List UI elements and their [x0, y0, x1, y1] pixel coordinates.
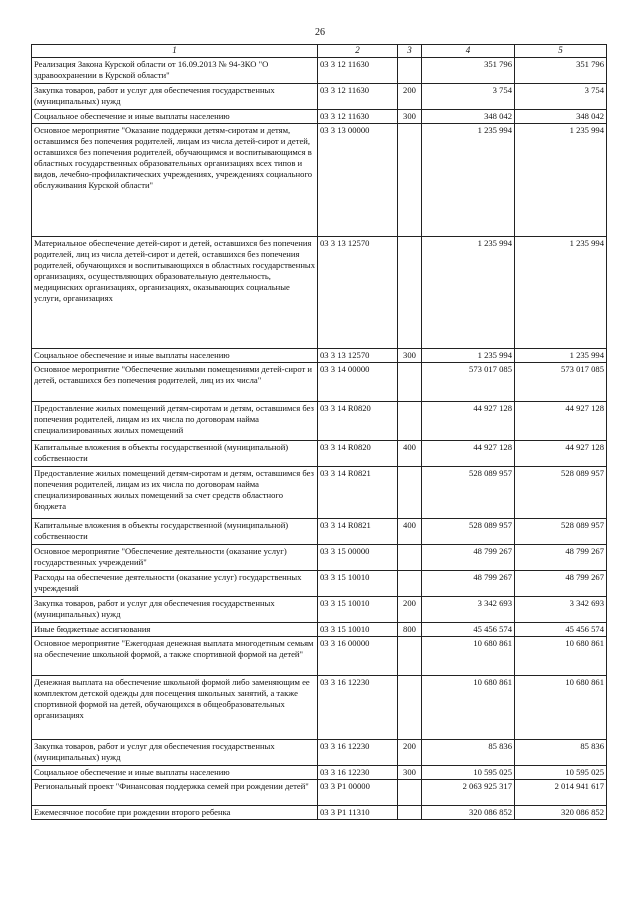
row-amount-2-cell: 3 754	[515, 83, 607, 109]
row-amount-2-cell: 573 017 085	[515, 362, 607, 401]
row-expense-type-cell: 400	[398, 440, 422, 466]
row-name-cell: Закупка товаров, работ и услуг для обеспечения государственных (муниципальных) нужд	[32, 83, 318, 109]
table-row	[32, 518, 607, 544]
table-row	[32, 765, 607, 779]
row-name-cell: Предоставление жилых помещений детям-сиротам и детям, оставшимся без попечения родителей, лицам из их числа по договорам найма специализированных жилых помещений	[32, 401, 318, 440]
row-name-cell: Региональный проект "Финансовая поддержка семей при рождении детей"	[32, 779, 318, 805]
table-header-row	[32, 45, 607, 58]
row-amount-2-cell: 1 235 994	[515, 236, 607, 348]
row-code-cell: 03 3 14 R0820	[318, 401, 398, 440]
row-code-cell: 03 3 13 00000	[318, 123, 398, 236]
row-name-cell: Ежемесячное пособие при рождении второго ребенка	[32, 805, 318, 819]
row-expense-type-cell	[398, 570, 422, 596]
row-amount-2-cell: 10 595 025	[515, 765, 607, 779]
row-code-cell: 03 3 15 10010	[318, 570, 398, 596]
row-name-cell: Основное мероприятие "Ежегодная денежная выплата многодетным семьям на обеспечение школьной формой, а также спортивной формой на детей"	[32, 636, 318, 675]
row-code-cell: 03 3 14 R0821	[318, 518, 398, 544]
table-row	[32, 805, 607, 819]
row-amount-2-cell: 85 836	[515, 739, 607, 765]
row-amount-2-cell: 10 680 861	[515, 675, 607, 739]
row-code-cell: 03 3 12 11630	[318, 109, 398, 123]
row-amount-2-cell: 1 235 994	[515, 348, 607, 362]
table-row	[32, 779, 607, 805]
row-name-cell: Закупка товаров, работ и услуг для обеспечения государственных (муниципальных) нужд	[32, 596, 318, 622]
row-code-cell: 03 3 15 10010	[318, 596, 398, 622]
page-number: 26	[315, 27, 325, 38]
row-amount-2-cell: 1 235 994	[515, 123, 607, 236]
table-row	[32, 570, 607, 596]
row-amount-1-cell: 44 927 128	[422, 440, 515, 466]
row-amount-1-cell: 10 595 025	[422, 765, 515, 779]
row-amount-1-cell: 44 927 128	[422, 401, 515, 440]
row-name-cell: Капитальные вложения в объекты государственной (муниципальной) собственности	[32, 518, 318, 544]
row-amount-2-cell: 528 089 957	[515, 518, 607, 544]
row-amount-1-cell: 1 235 994	[422, 123, 515, 236]
row-amount-1-cell: 45 456 574	[422, 622, 515, 636]
row-amount-2-cell: 351 796	[515, 57, 607, 83]
row-code-cell: 03 3 16 00000	[318, 636, 398, 675]
row-name-cell: Денежная выплата на обеспечение школьной формой либо заменяющим ее комплектом детской одежды для посещения школьных занятий, а также спортивной формой на детей, обучающихся в общеобразовательных организациях	[32, 675, 318, 739]
table-row	[32, 622, 607, 636]
row-expense-type-cell: 300	[398, 109, 422, 123]
row-name-cell: Социальное обеспечение и иные выплаты населению	[32, 109, 318, 123]
row-expense-type-cell: 200	[398, 83, 422, 109]
row-amount-2-cell: 44 927 128	[515, 440, 607, 466]
row-name-cell: Иные бюджетные ассигнования	[32, 622, 318, 636]
table-row	[32, 440, 607, 466]
row-expense-type-cell: 200	[398, 739, 422, 765]
table-row	[32, 348, 607, 362]
table-row	[32, 544, 607, 570]
row-code-cell: 03 3 15 00000	[318, 544, 398, 570]
table-row	[32, 123, 607, 236]
row-amount-1-cell: 348 042	[422, 109, 515, 123]
table-row	[32, 236, 607, 348]
row-amount-2-cell: 348 042	[515, 109, 607, 123]
row-expense-type-cell	[398, 636, 422, 675]
row-name-cell: Закупка товаров, работ и услуг для обеспечения государственных (муниципальных) нужд	[32, 739, 318, 765]
row-amount-2-cell: 3 342 693	[515, 596, 607, 622]
row-amount-1-cell: 320 086 852	[422, 805, 515, 819]
row-expense-type-cell: 300	[398, 348, 422, 362]
row-amount-1-cell: 573 017 085	[422, 362, 515, 401]
row-code-cell: 03 3 13 12570	[318, 236, 398, 348]
row-name-cell: Социальное обеспечение и иные выплаты населению	[32, 765, 318, 779]
table-row	[32, 675, 607, 739]
table-row	[32, 466, 607, 518]
row-name-cell: Социальное обеспечение и иные выплаты населению	[32, 348, 318, 362]
row-code-cell: 03 3 14 R0820	[318, 440, 398, 466]
row-expense-type-cell	[398, 466, 422, 518]
budget-table	[31, 44, 607, 820]
row-amount-1-cell: 48 799 267	[422, 570, 515, 596]
row-expense-type-cell	[398, 805, 422, 819]
row-expense-type-cell	[398, 236, 422, 348]
row-name-cell: Расходы на обеспечение деятельности (оказание услуг) государственных учреждений	[32, 570, 318, 596]
row-amount-2-cell: 320 086 852	[515, 805, 607, 819]
row-expense-type-cell	[398, 57, 422, 83]
row-code-cell: 03 3 16 12230	[318, 765, 398, 779]
header-cell-name: 1	[32, 45, 318, 58]
row-expense-type-cell	[398, 675, 422, 739]
table-row	[32, 739, 607, 765]
table-row	[32, 401, 607, 440]
row-name-cell: Капитальные вложения в объекты государственной (муниципальной) собственности	[32, 440, 318, 466]
row-amount-2-cell: 10 680 861	[515, 636, 607, 675]
row-amount-1-cell: 2 063 925 317	[422, 779, 515, 805]
row-expense-type-cell	[398, 401, 422, 440]
row-amount-1-cell: 528 089 957	[422, 466, 515, 518]
row-amount-2-cell: 48 799 267	[515, 570, 607, 596]
row-expense-type-cell	[398, 779, 422, 805]
row-name-cell: Предоставление жилых помещений детям-сиротам и детям, оставшимся без попечения родителей, лицам из их числа по договорам найма специализированных жилых помещений за счет средств областного бюджета	[32, 466, 318, 518]
row-expense-type-cell: 200	[398, 596, 422, 622]
row-amount-1-cell: 3 342 693	[422, 596, 515, 622]
row-name-cell: Основное мероприятие "Обеспечение жилыми помещениями детей-сирот и детей, оставшихся без попечения родителей, лиц из их числа"	[32, 362, 318, 401]
row-amount-1-cell: 3 754	[422, 83, 515, 109]
row-amount-1-cell: 85 836	[422, 739, 515, 765]
row-code-cell: 03 3 12 11630	[318, 57, 398, 83]
table-row	[32, 109, 607, 123]
header-cell-code: 2	[318, 45, 398, 58]
table-row	[32, 636, 607, 675]
row-amount-2-cell: 2 014 941 617	[515, 779, 607, 805]
row-amount-1-cell: 10 680 861	[422, 636, 515, 675]
row-expense-type-cell	[398, 544, 422, 570]
row-expense-type-cell	[398, 123, 422, 236]
row-amount-1-cell: 10 680 861	[422, 675, 515, 739]
row-amount-2-cell: 48 799 267	[515, 544, 607, 570]
row-amount-1-cell: 1 235 994	[422, 348, 515, 362]
row-amount-2-cell: 45 456 574	[515, 622, 607, 636]
table-row	[32, 596, 607, 622]
table-row	[32, 362, 607, 401]
row-amount-1-cell: 528 089 957	[422, 518, 515, 544]
row-name-cell: Материальное обеспечение детей-сирот и детей, оставшихся без попечения родителей, лиц из числа детей-сирот и детей, оставшихся без попечения родителей, обучающихся и воспитывающихся в областных государственных организациях, осуществляющих образовательную деятельность, медицинских организациях, организациях, оказывающих социальные услуги, организациях	[32, 236, 318, 348]
row-expense-type-cell: 300	[398, 765, 422, 779]
table-row	[32, 57, 607, 83]
row-expense-type-cell: 400	[398, 518, 422, 544]
row-code-cell: 03 3 16 12230	[318, 739, 398, 765]
row-amount-1-cell: 351 796	[422, 57, 515, 83]
row-expense-type-cell	[398, 362, 422, 401]
row-amount-2-cell: 44 927 128	[515, 401, 607, 440]
row-code-cell: 03 3 14 R0821	[318, 466, 398, 518]
row-expense-type-cell: 800	[398, 622, 422, 636]
row-name-cell: Реализация Закона Курской области от 16.09.2013 № 94-ЗКО "О здравоохранении в Курской области"	[32, 57, 318, 83]
header-cell-expense-type: 3	[398, 45, 422, 58]
row-name-cell: Основное мероприятие "Обеспечение деятельности (оказание услуг) государственных учреждений"	[32, 544, 318, 570]
row-code-cell: 03 3 P1 11310	[318, 805, 398, 819]
row-code-cell: 03 3 14 00000	[318, 362, 398, 401]
row-code-cell: 03 3 12 11630	[318, 83, 398, 109]
table-row	[32, 83, 607, 109]
row-amount-1-cell: 1 235 994	[422, 236, 515, 348]
row-code-cell: 03 3 15 10010	[318, 622, 398, 636]
row-code-cell: 03 3 16 12230	[318, 675, 398, 739]
header-cell-amount-1: 4	[422, 45, 515, 58]
row-amount-2-cell: 528 089 957	[515, 466, 607, 518]
row-name-cell: Основное мероприятие "Оказание поддержки детям-сиротам и детям, оставшимся без попечения родителей, лицам из числа детей-сирот и детей, оставшихся без попечения родителей, обучающимся и воспитывающимся в областных государственных образовательных организациях всех типов и видов, лечебно-профилактических учреждениях, учреждениях социального обслуживания Курской области"	[32, 123, 318, 236]
row-code-cell: 03 3 P1 00000	[318, 779, 398, 805]
row-amount-1-cell: 48 799 267	[422, 544, 515, 570]
header-cell-amount-2: 5	[515, 45, 607, 58]
row-code-cell: 03 3 13 12570	[318, 348, 398, 362]
